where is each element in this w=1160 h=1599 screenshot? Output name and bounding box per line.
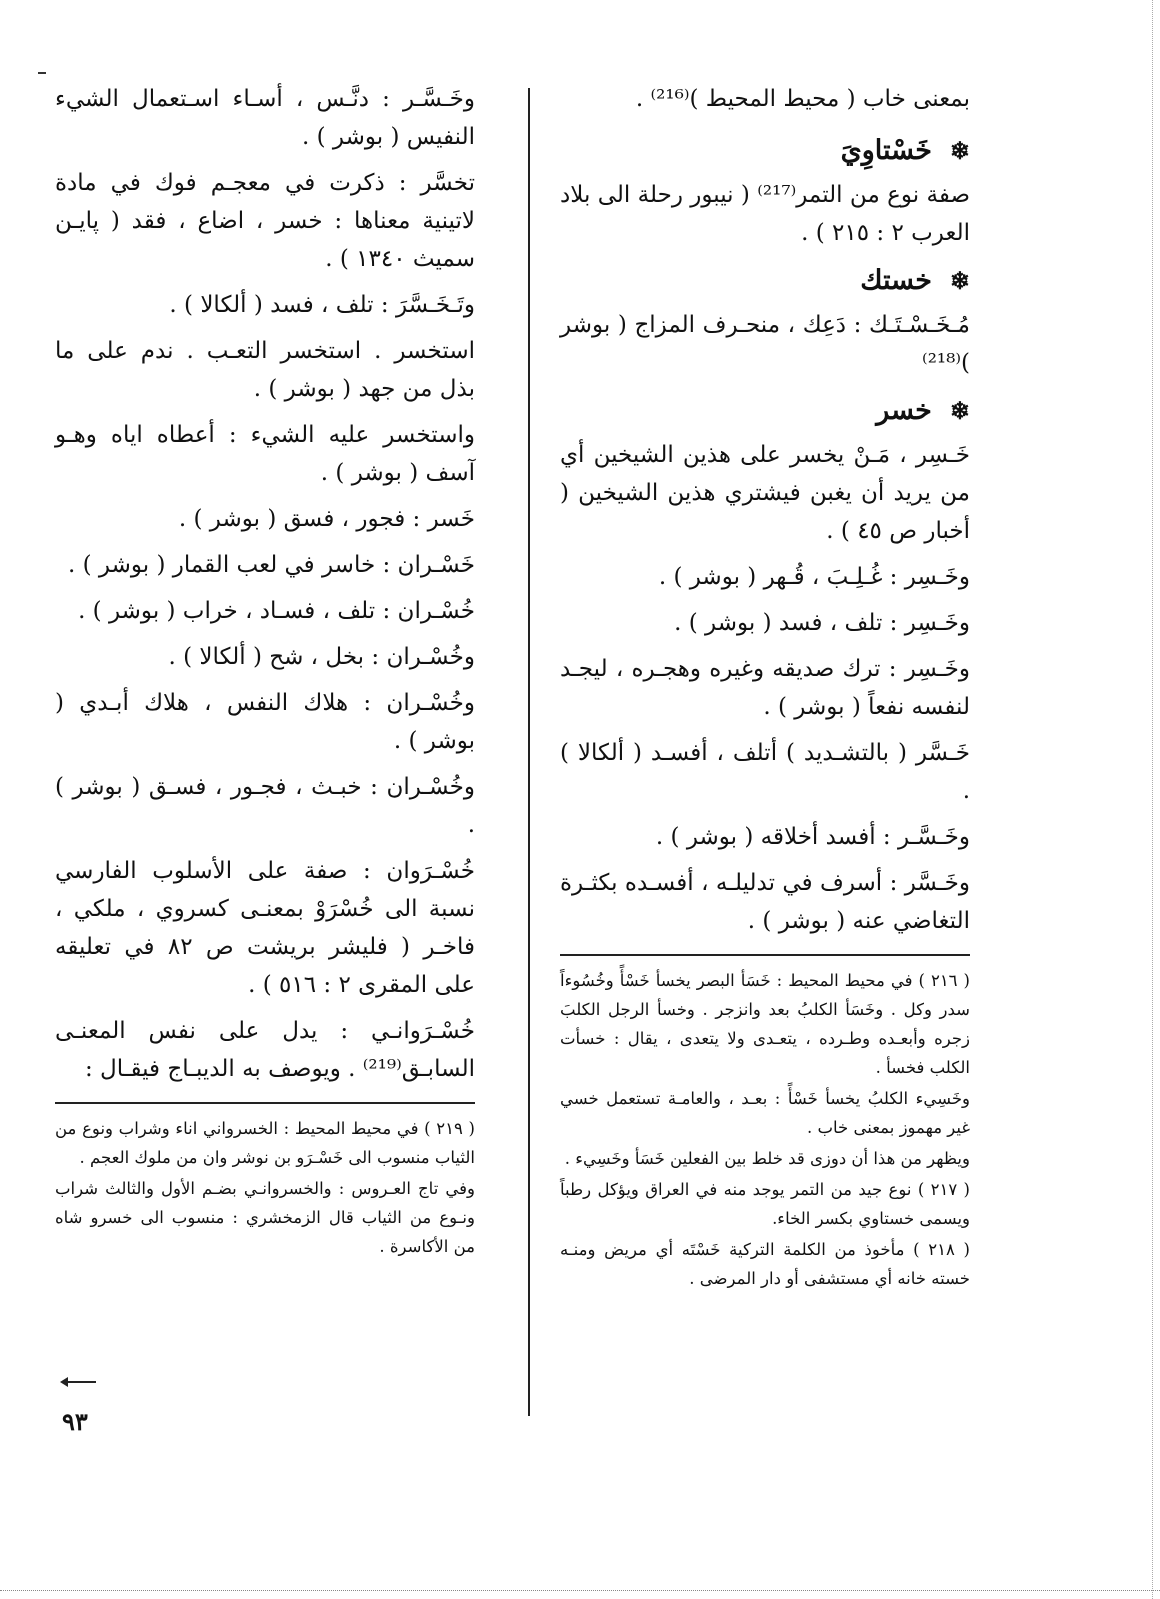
footnote: وخَسِيء الكلبُ يخسأ خَسْأً : بعـد ، والعامـة تستعمل خسي غير مهموز بمعنى خاب . xyxy=(560,1089,970,1137)
entry-paragraph: خَسر : فجور ، فسق ( بوشر ) . xyxy=(178,506,475,532)
entry-headword xyxy=(560,390,970,432)
column-divider xyxy=(528,88,530,1416)
asterisk-icon: ❄ xyxy=(949,396,970,425)
entry-paragraph: وخُسْـران : هلاك النفس ، هلاك أبـدي ( بوشر ) . xyxy=(55,690,475,754)
entry-paragraph: خُسْـرَوان : صفة على الأسلوب الفارسي نسبة الى خُسْرَوْ بمعنـى كسروي ، ملكي ، فاخـر ( فليشر بريشت ص ٨٢ في تعليقه على المقرى ٢ : ٥١٦ ) . xyxy=(55,858,475,998)
headword-text: خسر xyxy=(876,395,932,426)
footnote: ( ٢١٩ ) في محيط المحيط : الخسرواني اناء وشراب ونوع من الثياب منسوب الى خَسْـرَو بن نوشر وان من ملوك العجم . xyxy=(55,1119,475,1167)
edge-mark xyxy=(38,72,46,74)
entry-paragraph: خُسْـرَوانـي : يدل على نفس المعنـى السابـق⁽²¹⁹⁾ . ويوصف به الديبـاج فيقـال : xyxy=(55,1018,475,1082)
entry-paragraph: وخَـسَّـر : دنَّـس ، أسـاء اسـتعمال الشيء النفيس ( بوشر ) . xyxy=(55,86,475,150)
entry-paragraph: صفة نوع من التمر⁽²¹⁷⁾ ( نيبور رحلة الى بلاد العرب ٢ : ٢١٥ ) . xyxy=(560,182,970,246)
asterisk-icon: ❄ xyxy=(949,136,970,165)
entry-paragraph: واستخسر عليه الشيء : أعطاه اياه وهـو آسف ( بوشر ) . xyxy=(55,422,475,486)
entry-paragraph: وتَـخَـسَّرَ : تلف ، فسد ( ألكالا ) . xyxy=(169,292,475,318)
entry-paragraph: خَسْـران : خاسر في لعب القمار ( بوشر ) . xyxy=(68,552,475,578)
entry-paragraph: تخسَّر : ذكرت في معجـم فوك في مادة لاتينية معناها : خسر ، اضاع ، فقد ( پايـن سميث ١٣٤٠ ) . xyxy=(55,170,475,272)
entry-headword xyxy=(560,260,970,302)
entry-paragraph: مُـخَـسْـتَـك : دَعِك ، منحـرف المزاج ( بوشر )⁽²¹⁸⁾ xyxy=(560,312,970,376)
entry-paragraph: خُسْـران : تلف ، فسـاد ، خراب ( بوشر ) . xyxy=(78,598,475,624)
entry-paragraph: خَـسَّر ( بالتشـديد ) أتلف ، أفسـد ( ألكالا ) . xyxy=(560,740,970,804)
footnote: ( ٢١٧ ) نوع جيد من التمر يوجد منه في العراق ويؤكل رطباً ويسمى خستاوي بكسر الخاء. xyxy=(560,1180,970,1228)
scan-edge-right xyxy=(1152,0,1153,1599)
right-column xyxy=(560,80,970,1295)
footnote-divider xyxy=(55,1102,475,1104)
entry-paragraph: وخَـسَّـر : أفسد أخلاقه ( بوشر ) . xyxy=(655,824,970,850)
entry-paragraph: وخَـسِر : غُـلِـبَ ، قُـهر ( بوشر ) . xyxy=(658,564,970,590)
page-number: ٩٣ xyxy=(62,1407,88,1436)
headword-text: خَسْتاوِيَ xyxy=(840,135,932,166)
continuation-arrow-icon xyxy=(62,1381,96,1383)
headword-text: خستك xyxy=(860,265,932,296)
entry-headword xyxy=(560,130,970,172)
entry-paragraph: استخسر . استخسر التعـب . ندم على ما بذل من جهد ( بوشر ) . xyxy=(55,338,475,402)
entry-paragraph: وخَـسَّر : أسرف في تدليلـه ، أفسـده بكثـرة التغاضي عنه ( بوشر ) . xyxy=(560,870,970,934)
entry-paragraph: وخَـسِر : تلف ، فسد ( بوشر ) . xyxy=(674,610,970,636)
continuation-text: بمعنى خاب ( محيط المحيط )⁽²¹⁶⁾ . xyxy=(635,86,970,112)
footnote: وفي تاج العـروس : والخسروانـي بضـم الأول والثالث شراب ونـوع من الثياب قال الزمخشري : منسوب الى خسرو شاه من الأكاسرة . xyxy=(55,1179,475,1256)
entry-paragraph: وخُسْـران : بخل ، شح ( ألكالا ) . xyxy=(168,644,475,670)
footnote: ( ٢١٦ ) في محيط المحيط : خَسَأ البصر يخسأ خَسْأً وخُسُوءاً سدر وكل . وخَسَأ الكلبُ بعد وانزجر . وخسأ الرجل الكلبَ زجره وأبعـده وطـرده ، يتعـدى ولا يتعدى ، يقال : خسأت الكلب فخسأ . xyxy=(560,971,970,1077)
asterisk-icon: ❄ xyxy=(949,266,970,295)
left-column xyxy=(55,80,475,1263)
entry-paragraph: وخَـسِر : ترك صديقه وغيره وهجـره ، ليجـد لنفسه نفعاً ( بوشر ) . xyxy=(560,656,970,720)
footnote: ( ٢١٨ ) مأخوذ من الكلمة التركية خَسْتَه أي مريض ومنـه خسته خانه أي مستشفى أو دار المرضى . xyxy=(560,1240,970,1288)
footnote-divider xyxy=(560,954,970,956)
scan-edge-bottom xyxy=(0,1590,1160,1591)
entry-paragraph: خَـسِر ، مَـنْ يخسر على هذين الشيخين أي من يريد أن يغبن فيشتري هذين الشيخين ( أخبار ص ٤٥ ) . xyxy=(560,442,970,544)
entry-paragraph: وخُسْـران : خبـث ، فجـور ، فسـق ( بوشر ) . xyxy=(55,774,475,838)
footnote: ويظهر من هذا أن دوزى قد خلط بين الفعلين خَسَأ وخَسِيء . xyxy=(564,1149,970,1168)
